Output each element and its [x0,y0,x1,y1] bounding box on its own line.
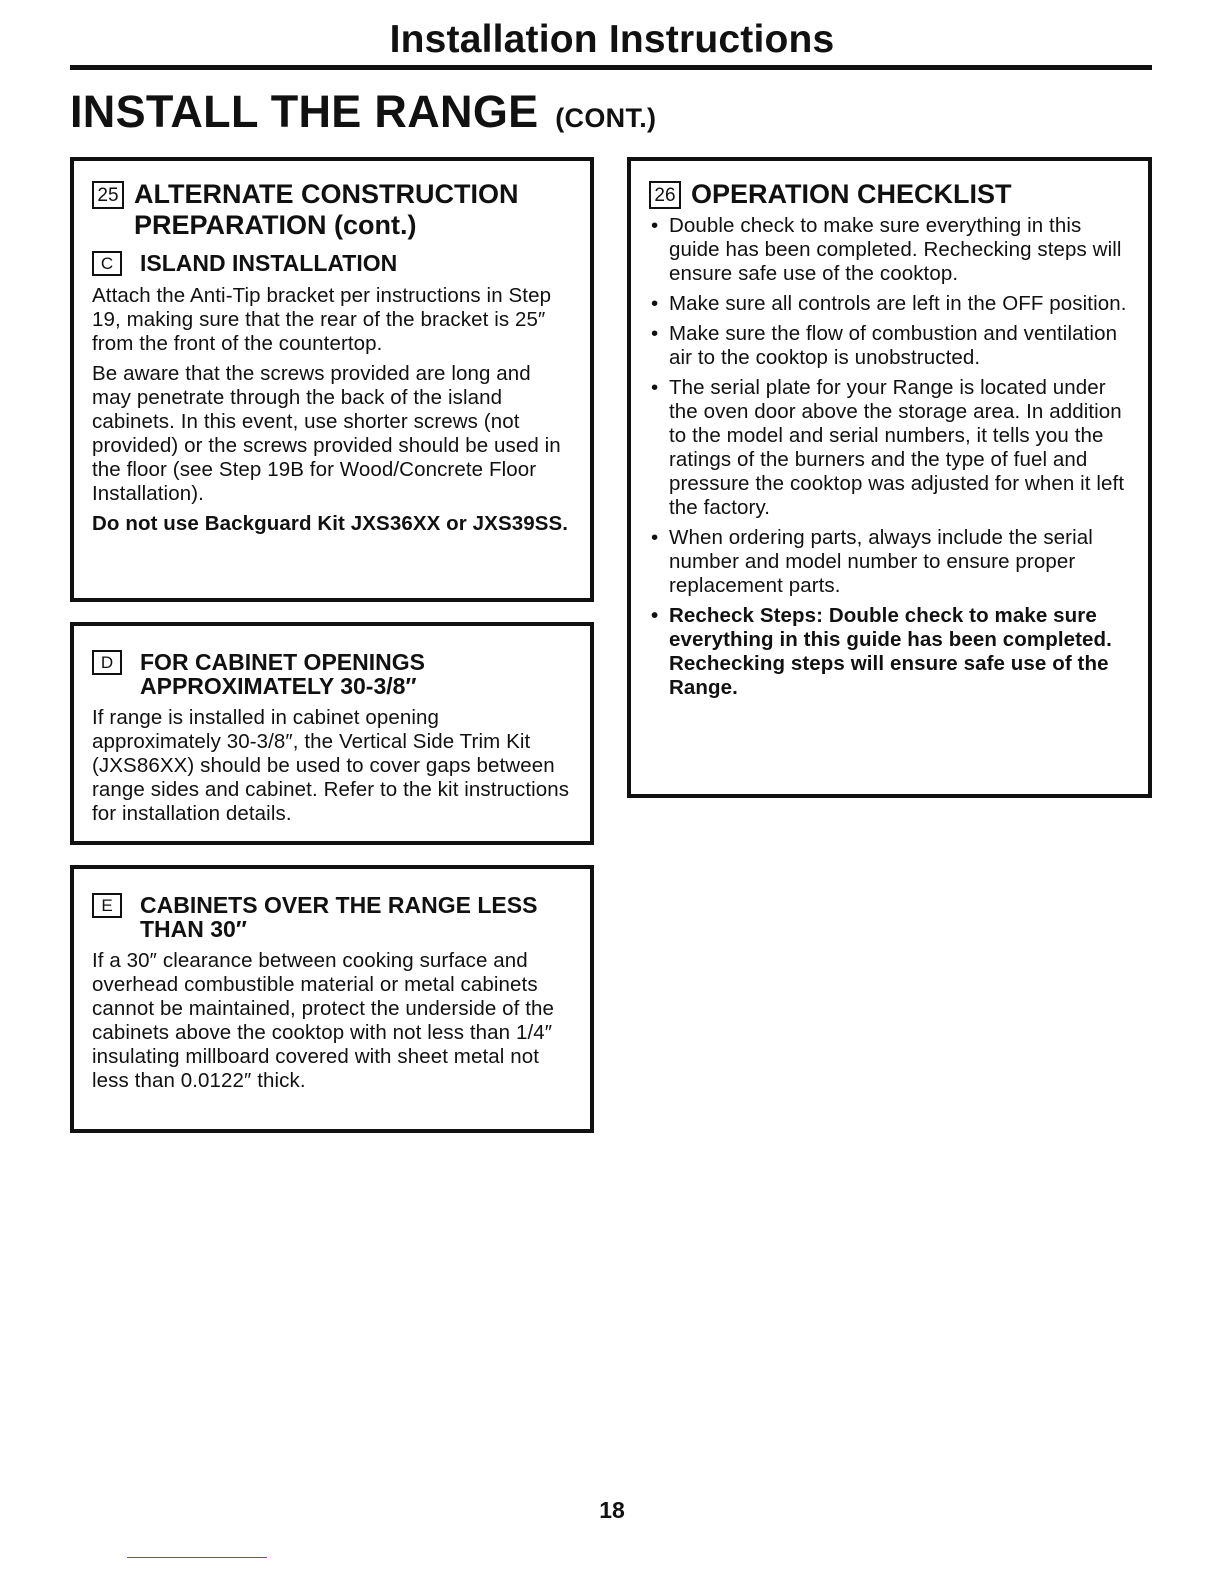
section-e-paragraph: If a 30″ clearance between cooking surface and overhead combustible material or metal cabinets cannot be maintained, protect the underside of the cabinets above the cooktop with not less than 1/4″ insulating millboard covered with sheet metal not less than 0.0122″ thick. [92,949,555,1092]
step-number-badge: 25 [92,181,124,209]
step-letter-badge: E [92,893,122,918]
bullet-icon: • [651,376,659,399]
section-d-title-line2: APPROXIMATELY 30-3/8″ [140,673,417,699]
list-item-text: Recheck Steps: Double check to make sure everything in this guide has been completed. Rechecking steps will ensure safe use of the Range. [669,604,1112,699]
operation-checklist [649,214,1128,700]
island-installation-title: ISLAND INSTALLATION [140,250,398,276]
section-25-title [134,179,518,241]
page-number: 18 [599,1497,625,1523]
step-letter-badge: D [92,650,122,675]
section-25-heading [92,179,570,241]
island-installation-paragraph-1: Attach the Anti-Tip bracket per instructions in Step 19, making sure that the rear of the bracket is 25″ from the front of the countertop. [92,284,552,355]
section-d-heading [92,650,570,698]
section-e-heading [92,893,570,941]
section-25-box [70,157,594,602]
list-item [649,292,1128,316]
island-installation-heading [92,251,570,276]
section-d-title-line1: FOR CABINET OPENINGS [140,649,425,675]
list-item [649,322,1128,370]
backguard-warning: Do not use Backguard Kit JXS36XX or JXS39SS. [92,512,569,535]
page-title-suffix: (CONT.) [555,103,657,133]
list-item-text: Make sure all controls are left in the OFF position. [669,292,1127,315]
header-divider [70,65,1152,70]
section-25-title-line1: ALTERNATE CONSTRUCTION [134,179,519,209]
bullet-icon: • [651,322,659,345]
bullet-icon: • [651,292,659,315]
list-item [649,214,1128,286]
section-e-title-line2: THAN 30″ [140,916,247,942]
list-item-text: Double check to make sure everything in this guide has been completed. Rechecking steps will ensure safe use of the cooktop. [669,214,1122,285]
section-e-box [70,865,594,1133]
page-title [70,86,656,138]
section-d-box [70,622,594,845]
list-item-text: Make sure the flow of combustion and ventilation air to the cooktop is unobstructed. [669,322,1118,369]
section-25-title-line2: PREPARATION (cont.) [134,210,417,240]
step-letter-badge: C [92,251,122,276]
section-26-box [627,157,1152,798]
section-d-title [140,650,425,698]
section-26-heading [649,179,1128,210]
bullet-icon: • [651,526,659,549]
footer-link-underline [127,1557,267,1558]
step-number-badge: 26 [649,181,681,209]
list-item [649,376,1128,520]
page-title-main: INSTALL THE RANGE [70,86,539,137]
list-item-text: The serial plate for your Range is located under the oven door above the storage area. In addition to the model and serial numbers, it tells you the ratings of the burners and the type of fuel and pressure the cooktop was adjusted for when it left the factory. [669,376,1125,519]
list-item [649,604,1128,700]
bullet-icon: • [651,214,659,237]
section-26-title: OPERATION CHECKLIST [691,179,1012,209]
bullet-icon: • [651,604,659,627]
section-e-title [140,893,537,941]
list-item-text: When ordering parts, always include the serial number and model number to ensure proper replacement parts. [669,526,1093,597]
section-e-title-line1: CABINETS OVER THE RANGE LESS [140,892,538,918]
section-d-paragraph: If range is installed in cabinet opening approximately 30-3/8″, the Vertical Side Trim Kit (JXS86XX) should be used to cover gaps between range sides and cabinet. Refer to the kit instructions for installation details. [92,706,570,825]
list-item [649,526,1128,598]
header-title: Installation Instructions [389,18,835,61]
island-installation-paragraph-2: Be aware that the screws provided are long and may penetrate through the back of the island cabinets. In this event, use shorter screws (not provided) or the screws provided should be used in the floor (see Step 19B for Wood/Concrete Floor Installation). [92,362,561,505]
